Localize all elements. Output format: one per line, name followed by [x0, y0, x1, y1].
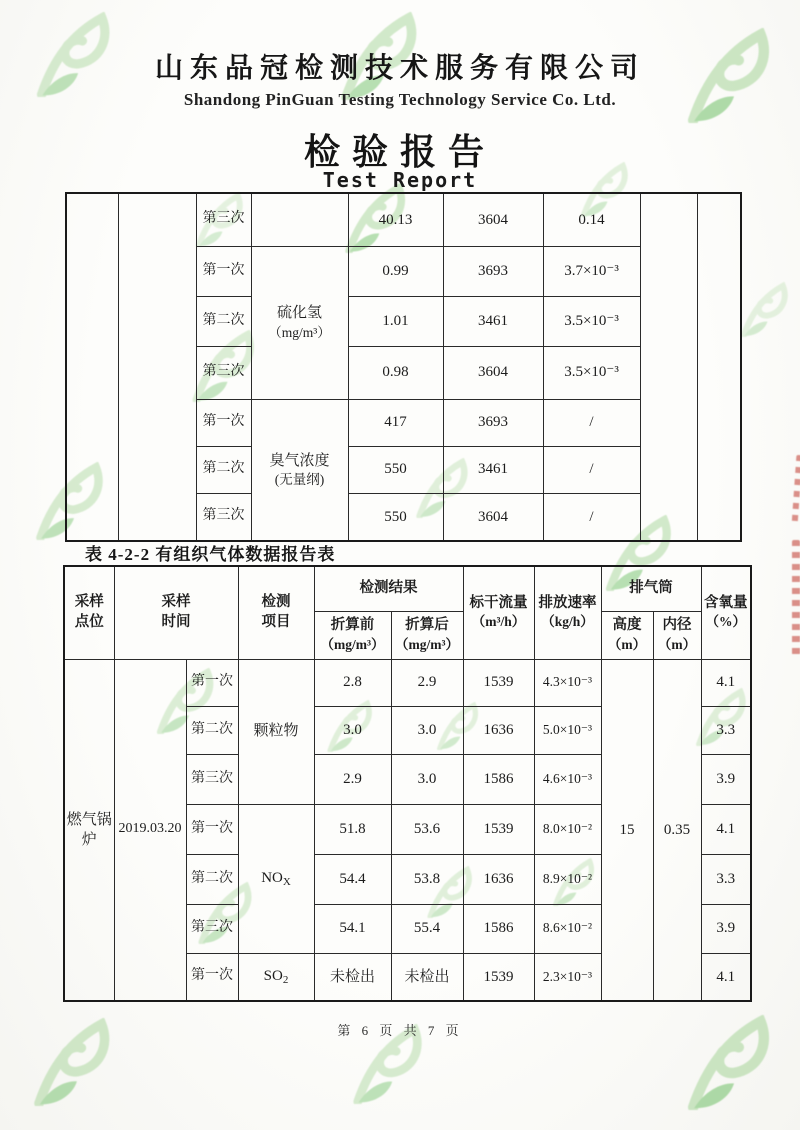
item-h2s-name: 硫化氢	[276, 305, 322, 322]
after-cell: 3.0	[391, 706, 463, 754]
header-line: （%）	[705, 614, 746, 630]
col-header-time	[114, 566, 238, 659]
rate-cell: 8.0×10⁻²	[534, 804, 601, 854]
after-cell: 未检出	[391, 953, 463, 1001]
o2-cell: 3.3	[701, 706, 751, 754]
value-cell: 3.5×10⁻³	[543, 296, 640, 346]
company-name-cn: 山东品冠检测技术服务有限公司	[154, 53, 645, 84]
run-label: 第三次	[186, 754, 238, 804]
before-cell: 2.8	[314, 659, 391, 706]
value-cell: 3604	[443, 193, 543, 246]
item-odor-name: 臭气浓度	[269, 452, 330, 469]
header-line: 标干流量	[469, 594, 528, 611]
nox-subscript: X	[282, 875, 291, 888]
value-cell: 3461	[443, 296, 543, 346]
header-line: 内径	[662, 617, 692, 634]
report-title-cn: 检验报告	[303, 132, 496, 172]
item-nox-cell	[238, 804, 314, 953]
empty-cell	[640, 193, 697, 541]
stack-diameter-cell: 0.35	[653, 659, 701, 1001]
run-label: 第一次	[186, 659, 238, 706]
rate-cell: 2.3×10⁻³	[534, 953, 601, 1001]
col-header-item	[238, 566, 314, 659]
flow-cell: 1586	[463, 904, 534, 953]
flow-cell: 1539	[463, 804, 534, 854]
o2-cell: 3.3	[701, 854, 751, 904]
run-label: 第三次	[196, 193, 251, 246]
after-cell: 53.6	[391, 804, 463, 854]
item-h2s-unit: （mg/m³）	[268, 324, 331, 340]
value-cell: 3.7×10⁻³	[543, 246, 640, 296]
header-line: 高度	[612, 617, 642, 634]
item-odor-unit: (无量纲)	[274, 471, 325, 487]
col-header-result: 检测结果	[314, 566, 463, 611]
after-cell: 2.9	[391, 659, 463, 706]
flow-cell: 1586	[463, 754, 534, 804]
value-cell: 40.13	[348, 193, 443, 246]
site-line: 燃气锅	[66, 811, 112, 828]
header-line: 折算前	[330, 617, 375, 634]
value-cell: 3.5×10⁻³	[543, 346, 640, 399]
run-label: 第三次	[196, 346, 251, 399]
run-label: 第一次	[196, 399, 251, 446]
run-label: 第一次	[196, 246, 251, 296]
col-header-after	[391, 611, 463, 659]
rate-cell: 8.9×10⁻²	[534, 854, 601, 904]
value-cell: 3604	[443, 346, 543, 399]
header-line: 含氧量	[704, 594, 748, 611]
rate-cell: 4.3×10⁻³	[534, 659, 601, 706]
before-cell: 54.1	[314, 904, 391, 953]
header-line: （mg/m³）	[394, 636, 460, 652]
rate-cell: 5.0×10⁻³	[534, 706, 601, 754]
run-label: 第一次	[186, 953, 238, 1001]
o2-cell: 3.9	[701, 754, 751, 804]
so2-base: SO	[263, 967, 283, 984]
run-label: 第二次	[196, 446, 251, 493]
item-pm-cell: 颗粒物	[238, 659, 314, 804]
sampling-site-cell	[64, 659, 114, 1001]
header-line: 点位	[74, 613, 104, 630]
col-header-stack: 排气筒	[601, 566, 701, 611]
run-label: 第三次	[186, 904, 238, 953]
col-header-site	[64, 566, 114, 659]
value-cell: 1.01	[348, 296, 443, 346]
before-cell: 未检出	[314, 953, 391, 1001]
run-label: 第三次	[196, 493, 251, 541]
report-title-en: Test Report	[322, 168, 478, 192]
page-number: 第 6 页 共 7 页	[337, 1023, 463, 1038]
item-odor-cell	[251, 399, 348, 541]
run-label: 第二次	[186, 706, 238, 754]
header-line: 时间	[161, 613, 191, 630]
run-label: 第二次	[186, 854, 238, 904]
site-line: 炉	[81, 831, 97, 848]
o2-cell: 3.9	[701, 904, 751, 953]
rate-cell: 8.6×10⁻²	[534, 904, 601, 953]
after-cell: 3.0	[391, 754, 463, 804]
value-cell: 550	[348, 493, 443, 541]
value-cell: /	[543, 493, 640, 541]
header-line: 采样	[161, 594, 191, 611]
o2-cell: 4.1	[701, 804, 751, 854]
col-header-rate	[534, 566, 601, 659]
o2-cell: 4.1	[701, 953, 751, 1001]
value-cell: 550	[348, 446, 443, 493]
header-line: 检测	[261, 594, 291, 611]
before-cell: 54.4	[314, 854, 391, 904]
empty-cell	[697, 193, 741, 541]
page-edge-red-stamp	[792, 540, 800, 655]
before-cell: 51.8	[314, 804, 391, 854]
header-line: （m）	[607, 636, 647, 652]
flow-cell: 1539	[463, 659, 534, 706]
stack-height-cell: 15	[601, 659, 653, 1001]
so2-subscript: 2	[282, 973, 289, 986]
value-cell: 0.98	[348, 346, 443, 399]
col-header-diameter	[653, 611, 701, 659]
col-header-height	[601, 611, 653, 659]
flow-cell: 1636	[463, 706, 534, 754]
rate-cell: 4.6×10⁻³	[534, 754, 601, 804]
item-so2-cell	[238, 953, 314, 1001]
flow-cell: 1539	[463, 953, 534, 1001]
after-cell: 55.4	[391, 904, 463, 953]
sampling-date-cell: 2019.03.20	[114, 659, 186, 1001]
value-cell: 3604	[443, 493, 543, 541]
value-cell: 0.14	[543, 193, 640, 246]
after-cell: 53.8	[391, 854, 463, 904]
organized-gas-data-table	[63, 565, 752, 1002]
header-line: （m）	[657, 636, 697, 652]
value-cell: 0.99	[348, 246, 443, 296]
col-header-o2	[701, 566, 751, 659]
o2-cell: 4.1	[701, 659, 751, 706]
before-cell: 3.0	[314, 706, 391, 754]
run-label: 第一次	[186, 804, 238, 854]
header-line: 排放速率	[538, 594, 597, 611]
table-caption: 表 4-2-2 有组织气体数据报告表	[85, 545, 336, 564]
value-cell: 3693	[443, 399, 543, 446]
company-name-en: Shandong PinGuan Testing Technology Service Co. Ltd.	[183, 90, 617, 109]
value-cell: 417	[348, 399, 443, 446]
value-cell: /	[543, 399, 640, 446]
empty-cell	[66, 193, 118, 541]
page-edge-red-stamp	[792, 455, 800, 525]
run-label: 第二次	[196, 296, 251, 346]
header-line: 项目	[261, 613, 291, 630]
item-h2s-cell	[251, 246, 348, 399]
header-line: （kg/h）	[541, 614, 594, 630]
nox-base: NO	[261, 869, 283, 886]
header-line: 采样	[74, 594, 104, 611]
flow-cell: 1636	[463, 854, 534, 904]
before-cell: 2.9	[314, 754, 391, 804]
value-cell: 3461	[443, 446, 543, 493]
header-line: （mg/m³）	[320, 636, 385, 652]
header-line: 折算后	[405, 617, 449, 634]
value-cell: /	[543, 446, 640, 493]
value-cell: 3693	[443, 246, 543, 296]
empty-cell	[118, 193, 196, 541]
header-line: （m³/h）	[471, 614, 526, 630]
col-header-before	[314, 611, 391, 659]
col-header-flow	[463, 566, 534, 659]
empty-item-cell	[251, 193, 348, 246]
gas-results-continuation-table	[65, 192, 742, 542]
pinguan-logo-watermark-icon	[735, 282, 790, 337]
